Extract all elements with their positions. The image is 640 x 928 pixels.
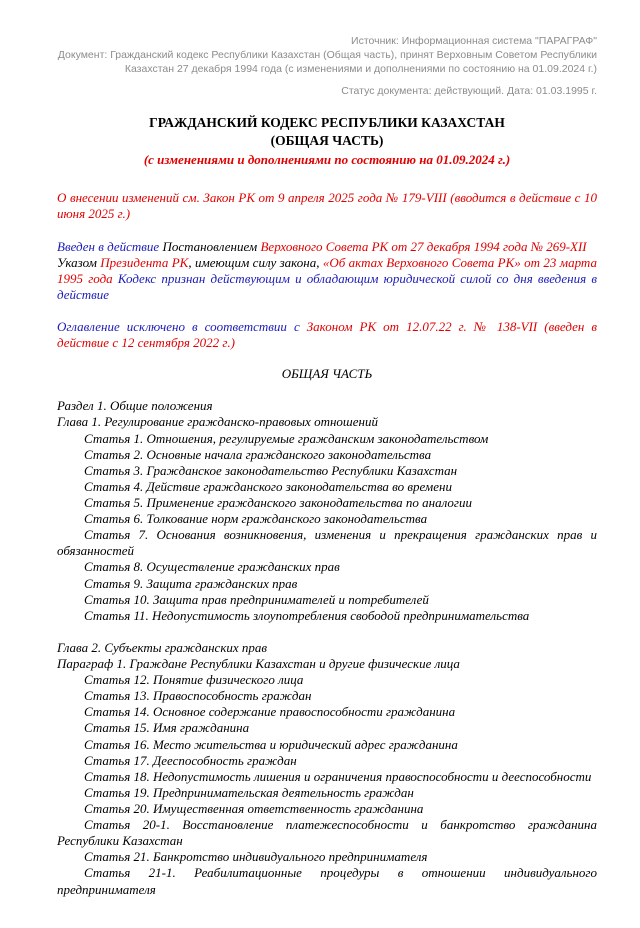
note-text: (вводится в действие с 10 июня 2025 г.) — [57, 190, 597, 222]
toc-item: Статья 14. Основное содержание правоспособности гражданина — [84, 704, 456, 720]
amendments-note: (с изменениями и дополнениями по состоянию на 01.09.2024 г.) — [143, 152, 511, 168]
toc-item: Статья 11. Недопустимость злоупотребления свободой предпринимательства — [84, 607, 530, 623]
toc-item: Статья 21-1. Реабилитационные процедуры в отношении индивидуального предпринимателя — [57, 865, 597, 897]
amendment-note — [57, 190, 597, 222]
note-text: Введен в действие — [57, 238, 163, 254]
law-reference-link[interactable]: Законом РК от 12.07.22 г. № 138-VII — [306, 319, 538, 335]
source-line: Источник: Информационная система "ПАРАГРАФ" — [351, 35, 597, 47]
note-text: Кодекс признан действующим и обладающим юридической силой со дня введения в действие — [57, 270, 597, 302]
toc-item: Статья 15. Имя гражданина — [84, 720, 250, 736]
toc-item: Статья 19. Предпринимательская деятельность граждан — [84, 784, 414, 800]
toc-item: Глава 1. Регулирование гражданско-правовых отношений — [57, 414, 378, 430]
law-reference-link[interactable]: Постановлением — [162, 238, 258, 254]
note-text: «Об актах Верховного Совета РК» от 23 марта 1995 года — [57, 254, 597, 286]
toc-item: Статья 2. Основные начала гражданского законодательства — [84, 446, 432, 462]
toc-item: Статья 5. Применение гражданского законодательства по аналогии — [84, 495, 473, 511]
toc-item: Статья 12. Понятие физического лица — [84, 672, 304, 688]
law-reference-link[interactable]: Закон РК от 9 апреля 2025 года № 179-VIII — [203, 190, 447, 206]
table-of-contents — [57, 398, 597, 897]
toc-item: Статья 3. Гражданское законодательство Республики Казахстан — [84, 462, 458, 478]
title-line-1: ГРАЖДАНСКИЙ КОДЕКС РЕСПУБЛИКИ КАЗАХСТАН — [149, 114, 505, 130]
title-line-2: (ОБЩАЯ ЧАСТЬ) — [270, 132, 384, 148]
toc-item: Статья 10. Защита прав предпринимателей и потребителей — [84, 591, 429, 607]
note-text: Верховного Совета РК от 27 декабря 1994 года № 269-XII — [257, 238, 587, 254]
document-header — [57, 34, 597, 98]
amendment-notes-block — [57, 190, 597, 351]
note-text: (введен в действие с 12 сентября 2022 г.) — [57, 319, 597, 351]
toc-item: Параграф 1. Граждане Республики Казахстан и другие физические лица — [57, 656, 460, 671]
toc-item: Статья 20. Имущественная ответственность гражданина — [84, 800, 424, 816]
status-line: Статус документа: действующий. Дата: 01.03.1995 г. — [341, 84, 597, 97]
toc-item: Статья 16. Место жительства и юридический адрес гражданина — [84, 736, 458, 752]
toc-item: Раздел 1. Общие положения — [57, 398, 213, 414]
toc-item: Глава 2. Субъекты гражданских прав — [57, 639, 268, 655]
toc-item: Статья 20-1. Восстановление платежеспособности и банкротство гражданина Республики Казахстан — [57, 817, 597, 849]
amendment-note — [57, 255, 597, 303]
note-text: Указом — [57, 254, 101, 270]
document-title — [57, 114, 597, 150]
toc-item: Статья 7. Основания возникновения, изменения и прекращения гражданских прав и обязанностей — [57, 527, 597, 559]
note-text: , имеющим силу закона, — [188, 254, 323, 270]
note-text: Оглавление исключено в соответствии с — [57, 319, 307, 335]
toc-item: Статья 18. Недопустимость лишения и ограничения правоспособности и дееспособности — [84, 768, 592, 784]
toc-item: Статья 17. Дееспособность граждан — [84, 752, 297, 768]
toc-item: Статья 9. Защита гражданских прав — [84, 575, 298, 591]
toc-item: Статья 21. Банкротство индивидуального предпринимателя — [84, 849, 428, 865]
amendment-note — [57, 239, 597, 255]
toc-item: Статья 1. Отношения, регулируемые гражданским законодательством — [84, 430, 489, 446]
toc-item: Статья 6. Толкование норм гражданского законодательства — [84, 511, 428, 527]
toc-item: Статья 4. Действие гражданского законодательства во времени — [84, 478, 452, 494]
note-text: О внесении изменений см. — [57, 190, 204, 206]
toc-item: Статья 8. Осуществление гражданских прав — [84, 559, 340, 575]
amendment-note — [57, 319, 597, 351]
toc-item: Статья 13. Правоспособность граждан — [84, 688, 312, 704]
law-reference-link[interactable]: Президента РК — [100, 254, 189, 270]
part-title: ОБЩАЯ ЧАСТЬ — [281, 366, 373, 382]
document-line: Документ: Гражданский кодекс Республики Казахстан (Общая часть), принят Верховным Советом Республики Казахстан 27 декабря 1994 года (с изменениями и дополнениями по состоянию на 01.09.2024 г.) — [57, 49, 597, 76]
